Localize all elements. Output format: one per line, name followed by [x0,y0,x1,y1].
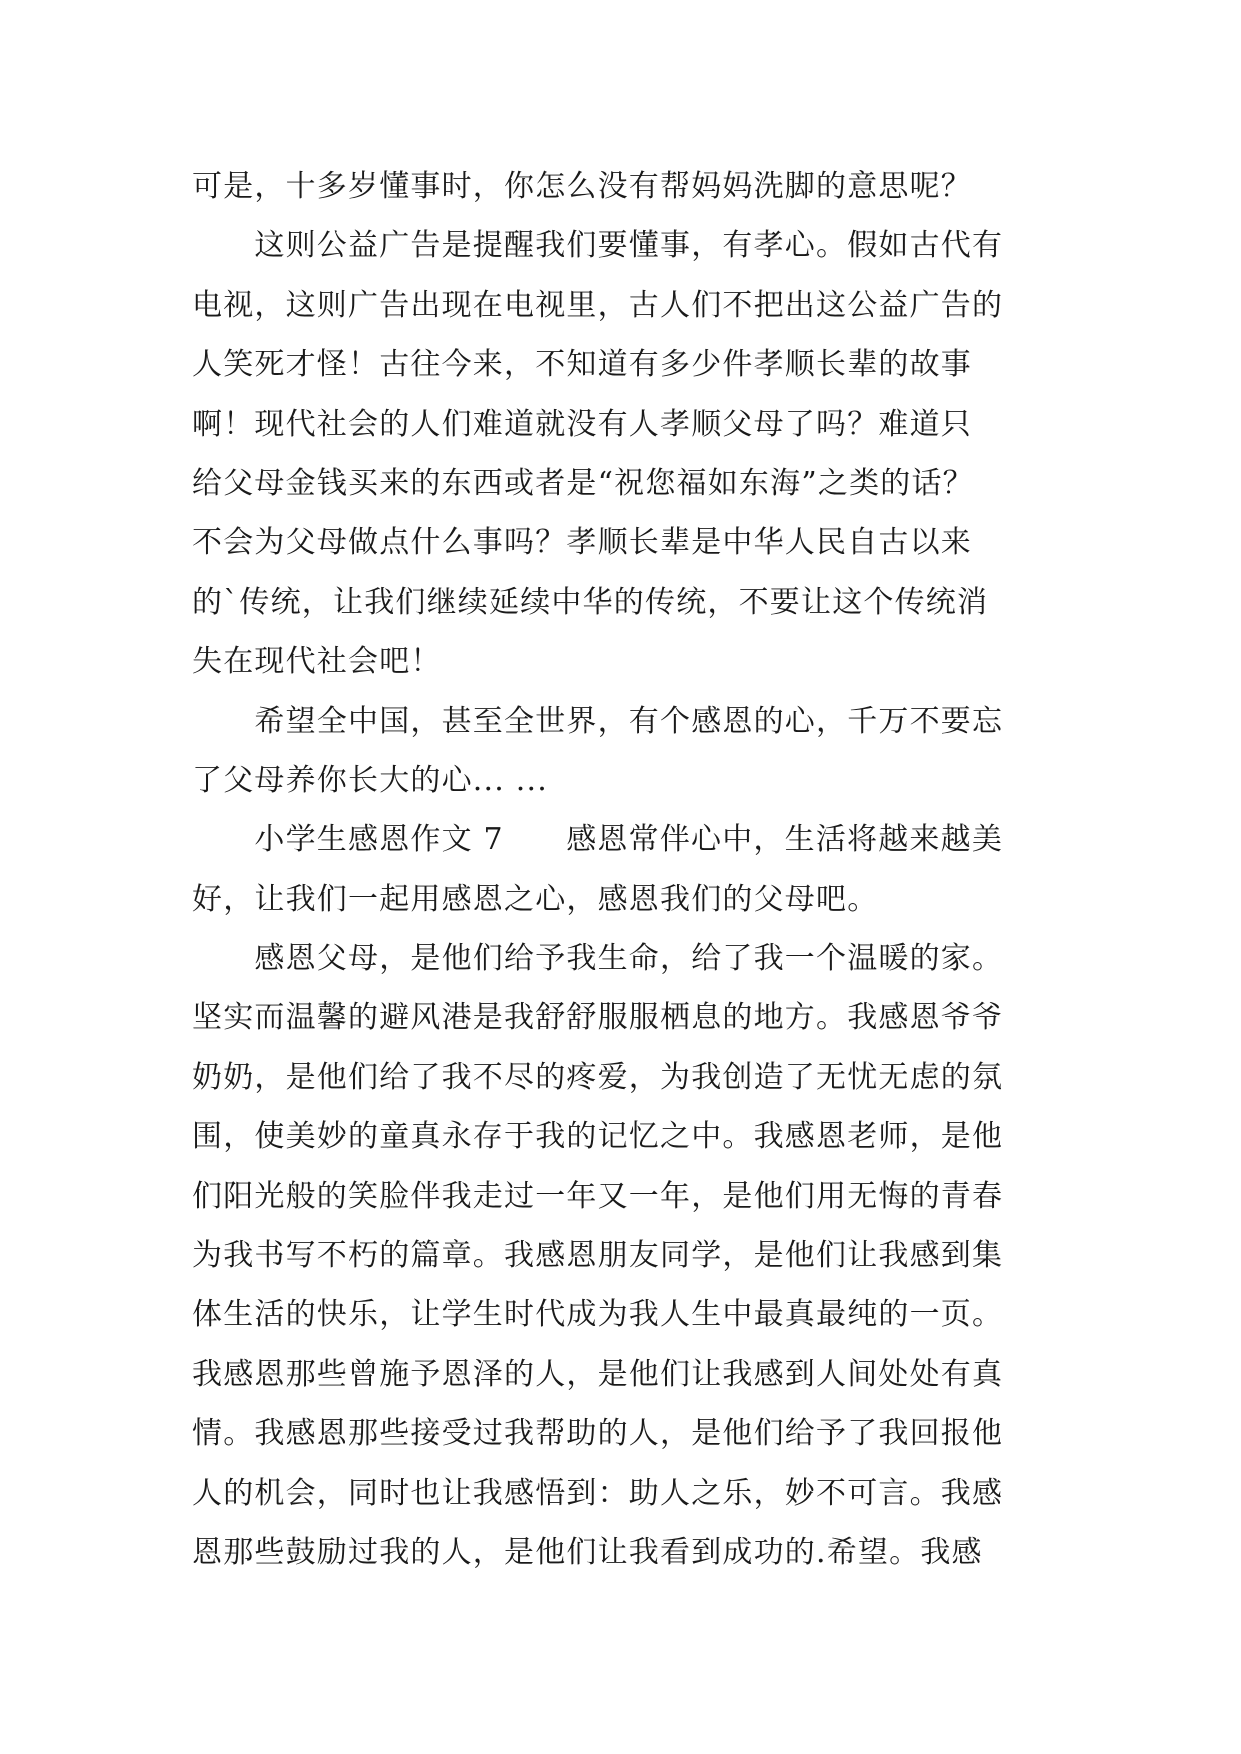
text-line: 给父母金钱买来的东西或者是“祝您福如东海”之类的话？ [192,465,974,501]
body-text [192,157,1052,1582]
text-line: 小学生感恩作文 7 感恩常伴心中，生活将越来越美 [192,822,1004,858]
text-line: 奶奶，是他们给了我不尽的疼爱，为我创造了无忧无虑的氛 [192,1059,1004,1095]
text-line: 不会为父母做点什么事吗？孝顺长辈是中华人民自古以来 [192,525,972,561]
text-line: 啊！现代社会的人们难道就没有人孝顺父母了吗？难道只 [192,406,972,442]
text-line: 希望全中国，甚至全世界，有个感恩的心，千万不要忘 [192,703,1004,739]
text-line: 这则公益广告是提醒我们要懂事，有孝心。假如古代有 [192,228,1004,264]
text-line: 感恩父母，是他们给予我生命，给了我一个温暖的家。 [192,941,1004,977]
text-line: 了父母养你长大的心... ... [192,762,548,798]
text-line: 可是，十多岁懂事时，你怎么没有帮妈妈洗脚的意思呢？ [192,169,972,204]
text-line: 们阳光般的笑脸伴我走过一年又一年，是他们用无悔的青春 [192,1178,1004,1214]
text-line: 情。我感恩那些接受过我帮助的人，是他们给予了我回报他 [192,1416,1004,1452]
text-line: 围，使美妙的童真永存于我的记忆之中。我感恩老师，是他 [192,1119,1004,1155]
text-line: 坚实而温馨的避风港是我舒舒服服栖息的地方。我感恩爷爷 [192,1000,1004,1036]
text-line: 人笑死才怪！古往今来，不知道有多少件孝顺长辈的故事 [192,347,972,383]
text-line: 好，让我们一起用感恩之心，感恩我们的父母吧。 [192,881,879,917]
text-line: 失在现代社会吧！ [192,644,442,680]
text-line: 我感恩那些曾施予恩泽的人，是他们让我感到人间处处有真 [192,1356,1004,1392]
text-line: 的`传统，让我们继续延续中华的传统，不要让这个传统消 [192,584,989,620]
text-line: 人的机会，同时也让我感悟到：助人之乐，妙不可言。我感 [192,1475,1004,1511]
text-line: 为我书写不朽的篇章。我感恩朋友同学，是他们让我感到集 [192,1238,1004,1274]
text-line: 体生活的快乐，让学生时代成为我人生中最真最纯的一页。 [192,1297,1004,1333]
text-line: 电视，这则广告出现在电视里，古人们不把出这公益广告的 [192,287,1004,323]
text-line: 恩那些鼓励过我的人，是他们让我看到成功的.希望。我感 [192,1534,983,1570]
